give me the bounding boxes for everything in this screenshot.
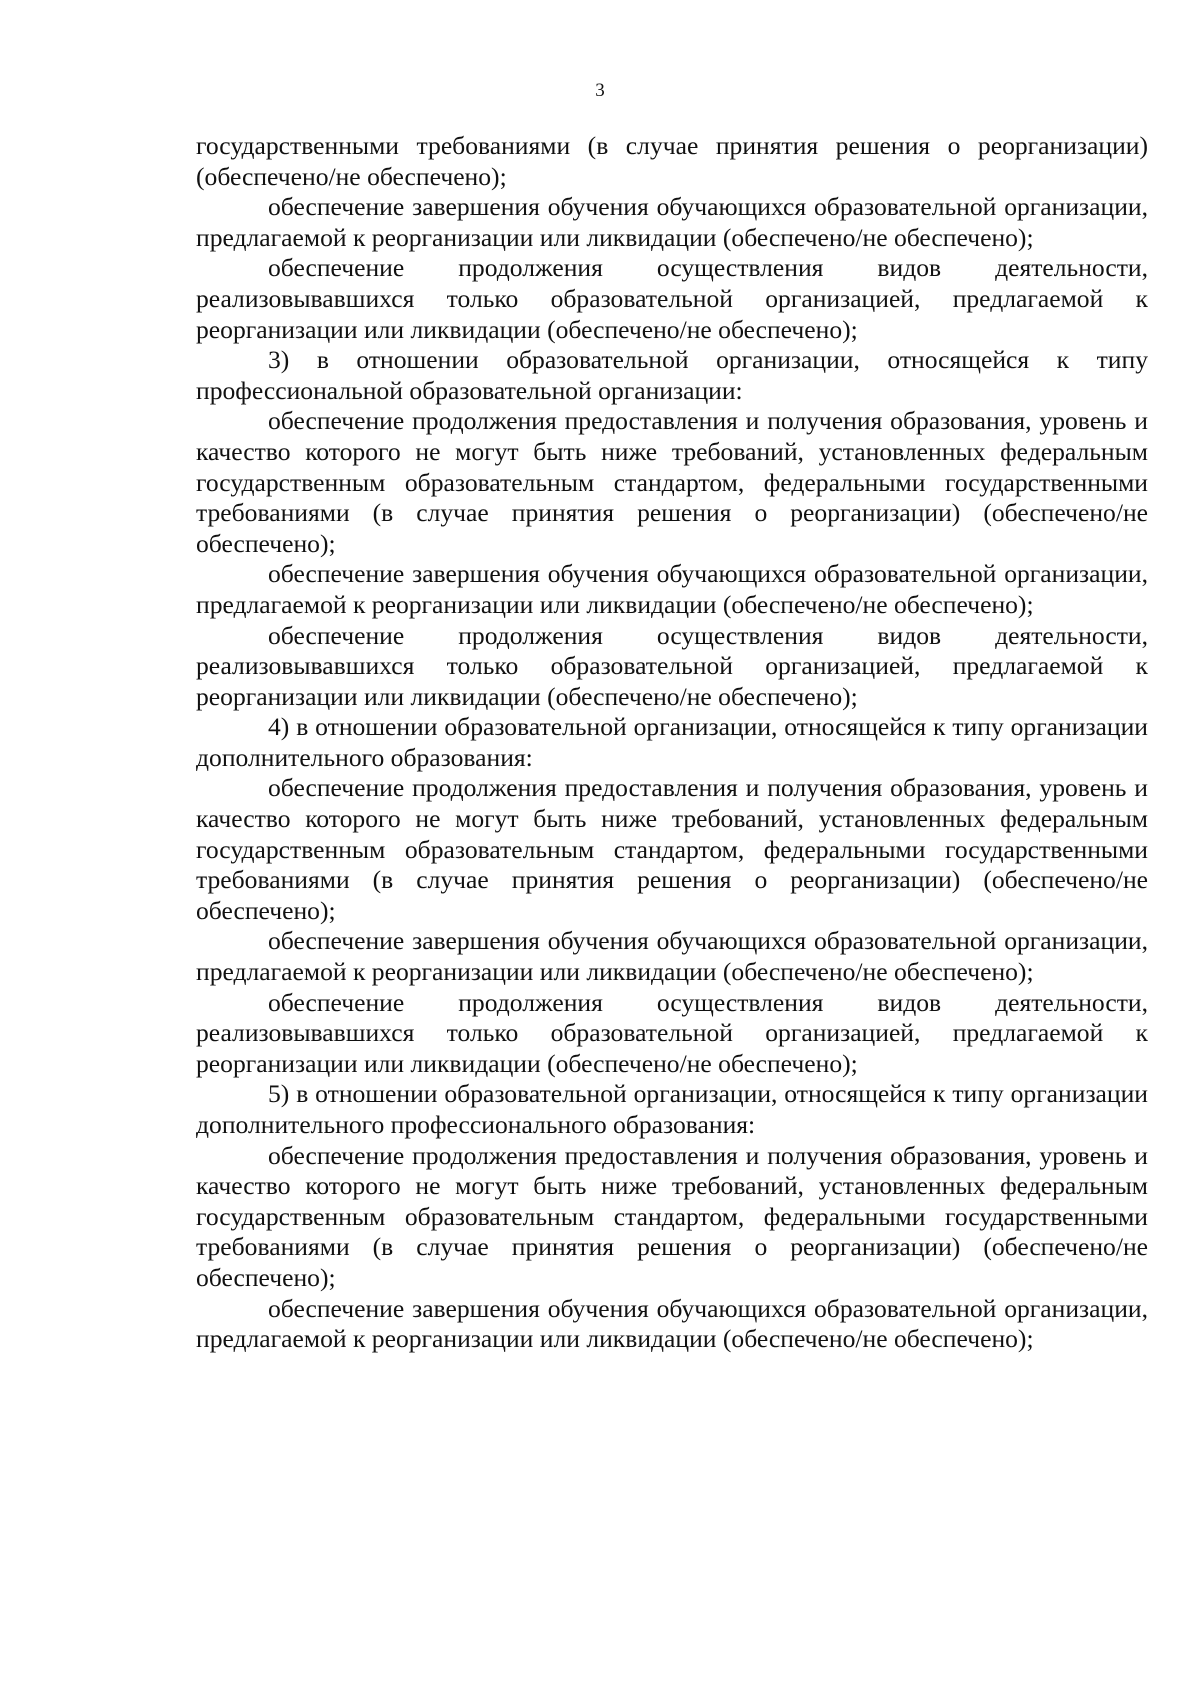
paragraph: обеспечение завершения обучения обучающихся образовательной организации, предлагаемой к реорганизации или ликвидации (обеспечено/не обеспечено);: [196, 926, 1148, 987]
paragraph: обеспечение завершения обучения обучающихся образовательной организации, предлагаемой к реорганизации или ликвидации (обеспечено/не обеспечено);: [196, 192, 1148, 252]
paragraph: государственными требованиями (в случае принятия решения о реорганизации) (обеспечено/не обеспечено);: [196, 131, 1148, 191]
paragraph: 3) в отношении образовательной организации, относящейся к типу профессиональной образовательной организации:: [196, 345, 1148, 405]
paragraph: 5) в отношении образовательной организации, относящейся к типу организации дополнительного профессионального образования:: [196, 1079, 1148, 1139]
paragraph: обеспечение продолжения осуществления видов деятельности, реализовывавшихся только образовательной организацией, предлагаемой к реорганизации или ликвидации (обеспечено/не обеспечено);: [196, 253, 1148, 344]
paragraph: обеспечение продолжения осуществления видов деятельности, реализовывавшихся только образовательной организацией, предлагаемой к реорганизации или ликвидации (обеспечено/не обеспечено);: [196, 987, 1148, 1078]
page-number: 3: [595, 80, 605, 101]
paragraph: обеспечение завершения обучения обучающихся образовательной организации, предлагаемой к реорганизации или ликвидации (обеспечено/не обеспечено);: [196, 559, 1148, 619]
paragraph: обеспечение завершения обучения обучающихся образовательной организации, предлагаемой к реорганизации или ликвидации (обеспечено/не обеспечено);: [196, 1293, 1148, 1354]
paragraph: обеспечение продолжения предоставления и получения образования, уровень и качество которого не могут быть ниже требований, установленных федеральным государственным образовательным стандартом, федеральными государственными требованиями (в случае принятия решения о реорганизации) (обеспечено/не обеспечено);: [196, 773, 1148, 925]
paragraph: обеспечение продолжения предоставления и получения образования, уровень и качество которого не могут быть ниже требований, установленных федеральным государственным образовательным стандартом, федеральными государственными требованиями (в случае принятия решения о реорганизации) (обеспечено/не обеспечено);: [196, 406, 1148, 558]
paragraph: обеспечение продолжения осуществления видов деятельности, реализовывавшихся только образовательной организацией, предлагаемой к реорганизации или ликвидации (обеспечено/не обеспечено);: [196, 620, 1148, 711]
paragraph: обеспечение продолжения предоставления и получения образования, уровень и качество которого не могут быть ниже требований, установленных федеральным государственным образовательным стандартом, федеральными государственными требованиями (в случае принятия решения о реорганизации) (обеспечено/не обеспечено);: [196, 1140, 1148, 1292]
document-body: [196, 131, 1148, 1355]
paragraph: 4) в отношении образовательной организации, относящейся к типу организации дополнительного образования:: [196, 712, 1148, 772]
